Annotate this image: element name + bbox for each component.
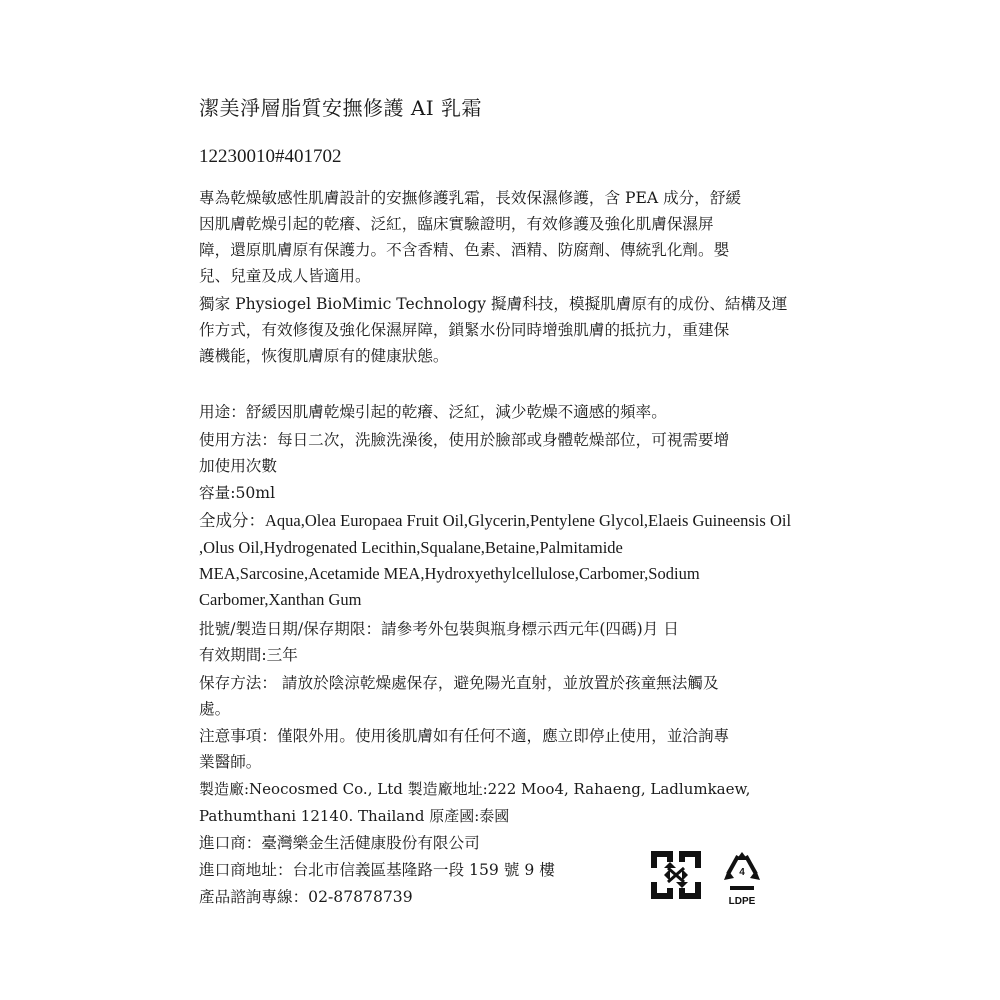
recycling-icons xyxy=(650,850,780,910)
manufacturer-text-cont: Pathumthani 12140. Thailand 原產國:泰國 xyxy=(199,807,510,825)
importer-address-text: 進口商地址：台北市信義區基隆路一段 159 號 9 樓 xyxy=(199,861,555,879)
ldpe-recycle-icon xyxy=(720,850,764,910)
caution-text-cont: 業醫師。 xyxy=(199,753,262,771)
description-line: 作方式，有效修復及強化保濕屏障，鎖緊水份同時增強肌膚的抵抗力，重建保 xyxy=(199,321,730,339)
storage-text-cont: 處。 xyxy=(199,700,231,718)
ingredients-line: ,Olus Oil,Hydrogenated Lecithin,Squalane,Betaine,Palmitamide xyxy=(199,538,623,557)
directions-text: 使用方法：每日二次，洗臉洗澡後，使用於臉部或身體乾燥部位，可視需要增 xyxy=(199,431,730,449)
description-line: 障，還原肌膚原有保護力。不含香精、色素、酒精、防腐劑、傳統乳化劑。嬰 xyxy=(199,241,730,259)
description-line: 護機能，恢復肌膚原有的健康狀態。 xyxy=(199,347,449,365)
description-line: 獨家 Physiogel BioMimic Technology 擬膚科技，模擬肌膚原有的成份、結構及運 xyxy=(199,295,788,313)
ldpe-label: LDPE xyxy=(728,896,756,907)
ingredients-line: MEA,Sarcosine,Acetamide MEA,Hydroxyethylcellulose,Carbomer,Sodium xyxy=(199,564,700,583)
importer-text: 進口商：臺灣樂金生活健康股份有限公司 xyxy=(199,834,480,852)
product-code: 12230010#401702 xyxy=(199,146,342,167)
description-line: 兒、兒童及成人皆適用。 xyxy=(199,267,371,285)
taiwan-recycle-icon xyxy=(650,850,702,900)
ingredients-line: Carbomer,Xanthan Gum xyxy=(199,590,362,609)
product-title: 潔美淨層脂質安撫修護 AI 乳霜 xyxy=(199,96,483,120)
usage-text: 用途：舒緩因肌膚乾燥引起的乾癢、泛紅，減少乾燥不適感的頻率。 xyxy=(199,403,667,421)
shelf-life-text: 有效期間:三年 xyxy=(199,646,298,664)
manufacturer-text: 製造廠:Neocosmed Co., Ltd 製造廠地址:222 Moo4, Rahaeng, Ladlumkaew, xyxy=(199,780,751,798)
description-line: 專為乾燥敏感性肌膚設計的安撫修護乳霜，長效保濕修護，含 PEA 成分，舒緩 xyxy=(199,189,742,207)
ldpe-number: 4 xyxy=(739,867,745,878)
caution-text: 注意事項：僅限外用。使用後肌膚如有任何不適，應立即停止使用，並洽詢專 xyxy=(199,727,730,745)
volume-text: 容量:50ml xyxy=(199,484,276,502)
ingredients-line: 全成分：Aqua,Olea Europaea Fruit Oil,Glycerin,Pentylene Glycol,Elaeis Guineensis Oil xyxy=(199,511,792,530)
hotline-text: 產品諮詢專線：02-87878739 xyxy=(199,888,413,906)
directions-text-cont: 加使用次數 xyxy=(199,457,277,475)
description-line: 因肌膚乾燥引起的乾癢、泛紅，臨床實驗證明，有效修護及強化肌膚保濕屏 xyxy=(199,215,714,233)
batch-text: 批號/製造日期/保存期限：請參考外包裝與瓶身標示西元年(四碼)月 日 xyxy=(199,620,679,638)
storage-text: 保存方法： 請放於陰涼乾燥處保存，避免陽光直射，並放置於孩童無法觸及 xyxy=(199,674,719,692)
